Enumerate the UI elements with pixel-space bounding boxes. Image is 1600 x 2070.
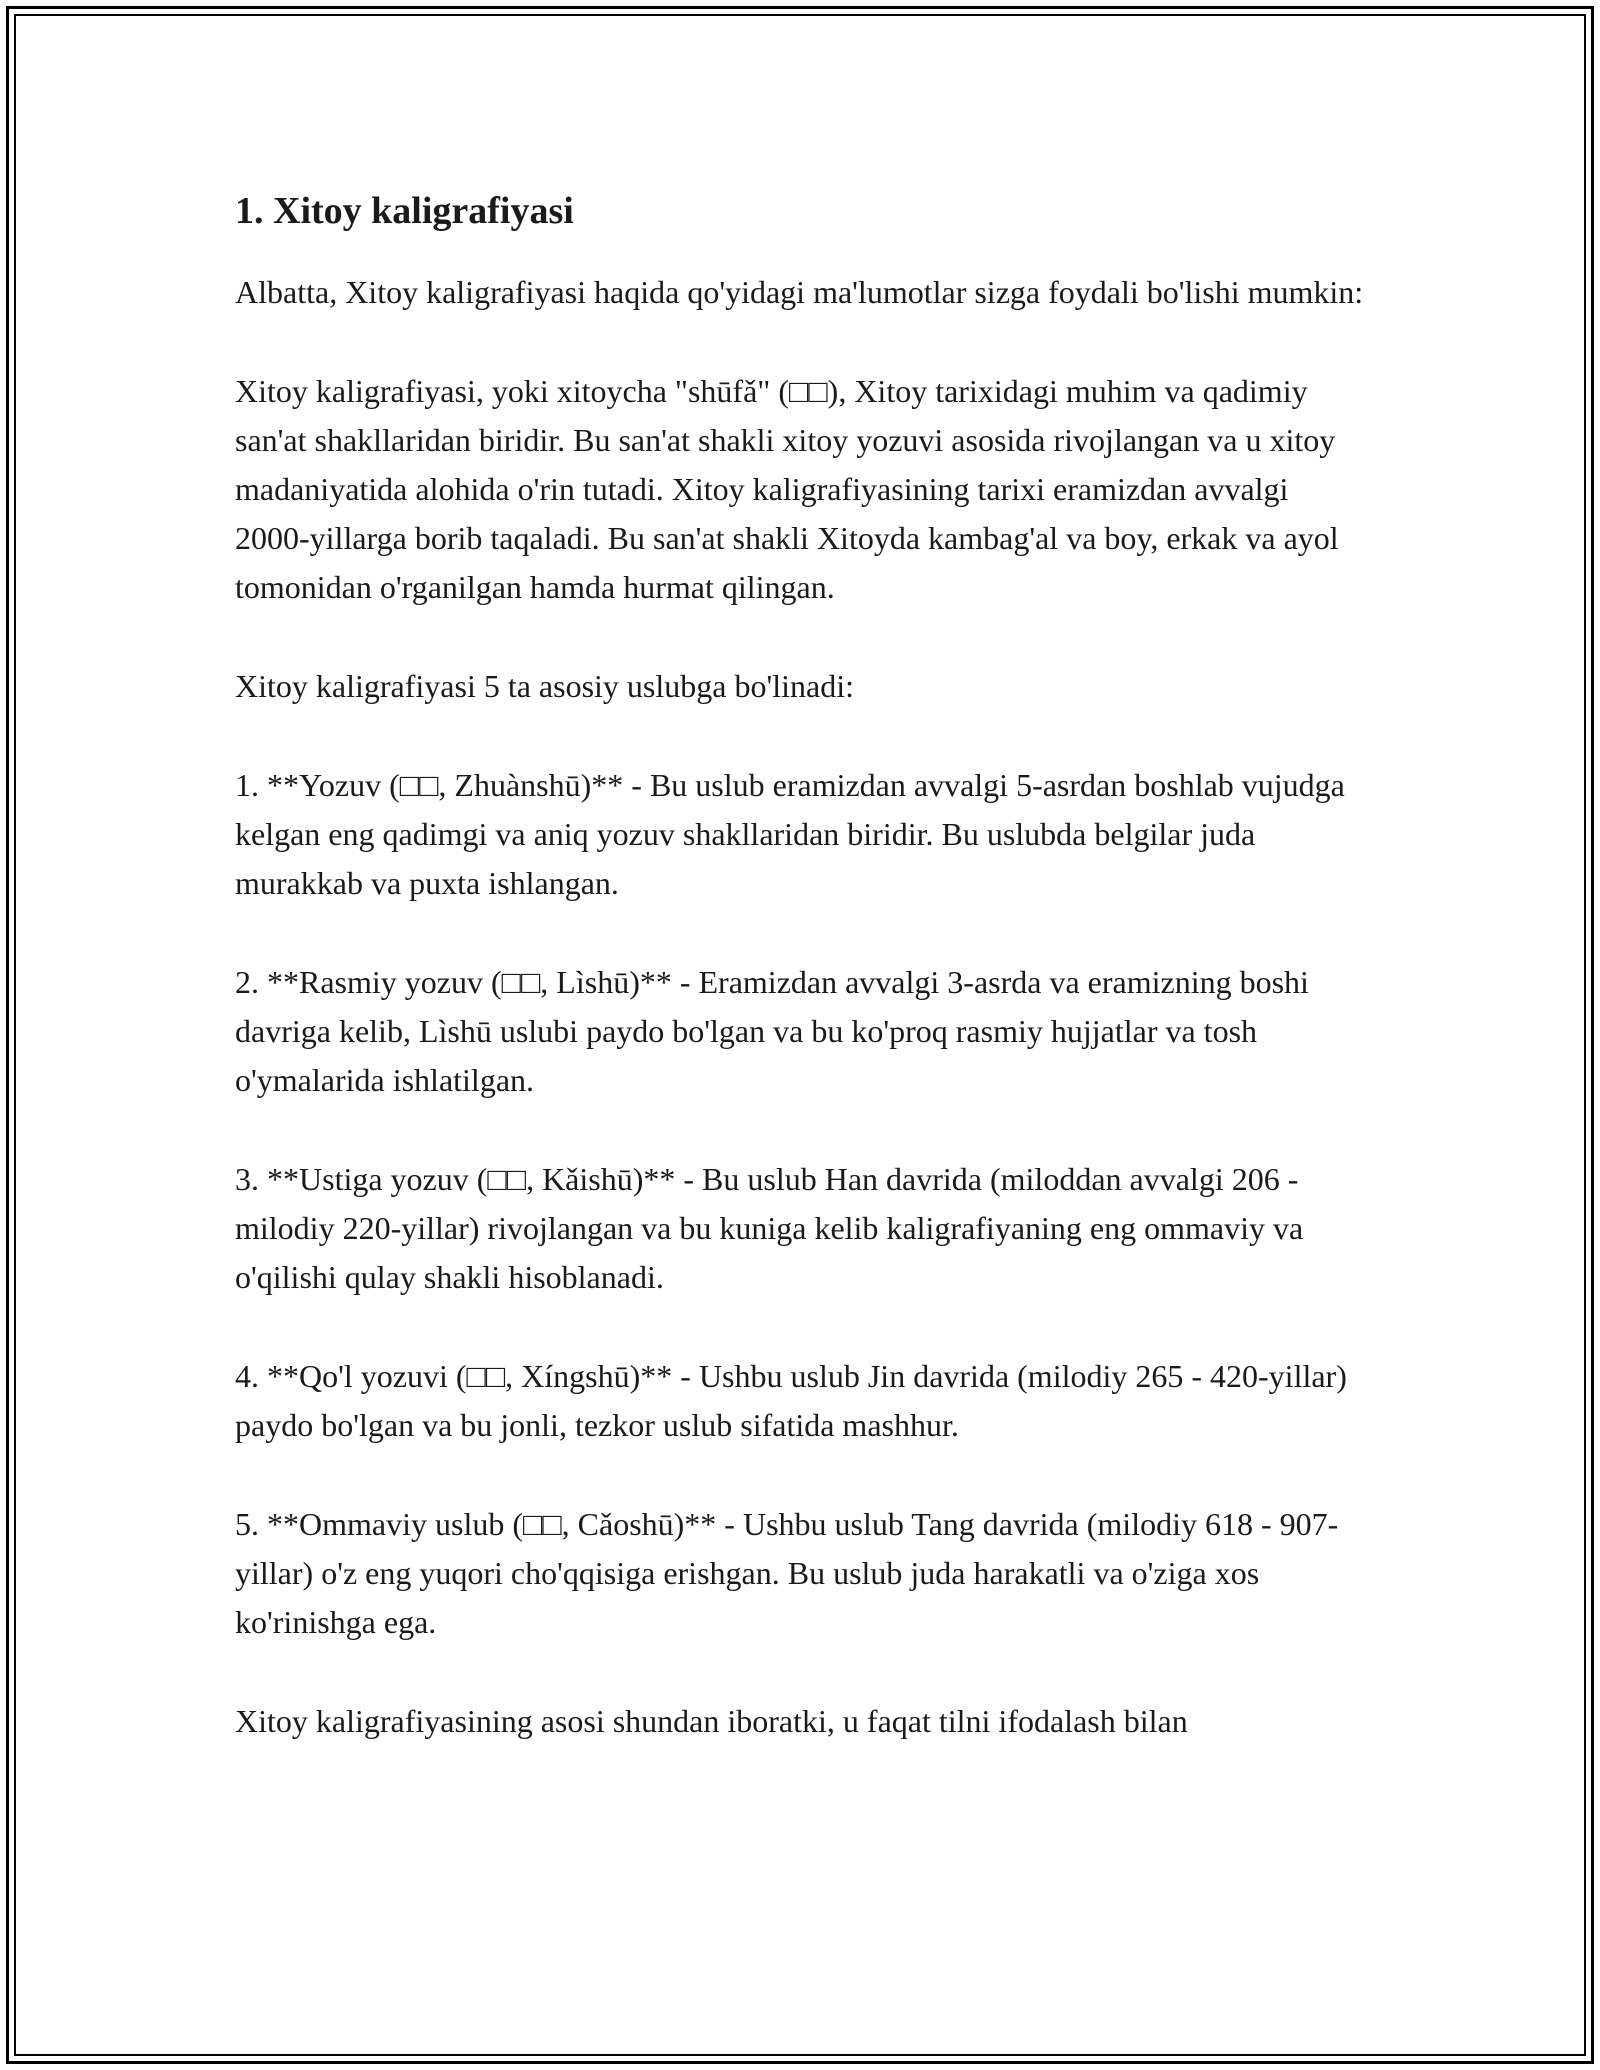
document-body: [235, 185, 1365, 1796]
style-item-5: 5. **Ommaviy uslub (□□, Cǎoshū)** - Ushbu uslub Tang davrida (milodiy 618 - 907-yillar) o'z eng yuqori cho'qqisiga erishgan. Bu uslub juda harakatli va o'ziga xos ko'rinishga ega.: [235, 1506, 1339, 1640]
style-item-1: 1. **Yozuv (□□, Zhuànshū)** - Bu uslub eramizdan avvalgi 5-asrdan boshlab vujudga kelgan eng qadimgi va aniq yozuv shakllaridan biridir. Bu uslubda belgilar juda murakkab va puxta ishlangan.: [235, 767, 1345, 901]
overview-paragraph: Xitoy kaligrafiyasi, yoki xitoycha "shūfǎ" (□□), Xitoy tarixidagi muhim va qadimiy san'at shakllaridan biridir. Bu san'at shakli xitoy yozuvi asosida rivojlangan va u xitoy madaniyatida alohida o'rin tutadi. Xitoy kaligrafiyasining tarixi eramizdan avvalgi 2000-yillarga borib taqaladi. Bu san'at shakli Xitoyda kambag'al va boy, erkak va ayol tomonidan o'rganilgan hamda hurmat qilingan.: [235, 373, 1339, 605]
intro-paragraph: Albatta, Xitoy kaligrafiyasi haqida qo'yidagi ma'lumotlar sizga foydali bo'lishi mumkin:: [235, 274, 1364, 310]
document-heading: 1. Xitoy kaligrafiyasi: [235, 190, 574, 232]
style-item-3: 3. **Ustiga yozuv (□□, Kǎishū)** - Bu uslub Han davrida (miloddan avvalgi 206 - milodiy 220-yillar) rivojlangan va bu kuniga kelib kaligrafiyaning eng ommaviy va o'qilishi qulay shakli hisoblanadi.: [235, 1161, 1304, 1295]
closing-paragraph: Xitoy kaligrafiyasining asosi shundan iboratki, u faqat tilni ifodalash bilan: [235, 1703, 1188, 1739]
style-item-4: 4. **Qo'l yozuvi (□□, Xíngshū)** - Ushbu uslub Jin davrida (milodiy 265 - 420-yillar) paydo bo'lgan va bu jonli, tezkor uslub sifatida mashhur.: [235, 1358, 1347, 1443]
styles-intro-paragraph: Xitoy kaligrafiyasi 5 ta asosiy uslubga bo'linadi:: [235, 668, 854, 704]
style-item-2: 2. **Rasmiy yozuv (□□, Lìshū)** - Eramizdan avvalgi 3-asrda va eramizning boshi davriga kelib, Lìshū uslubi paydo bo'lgan va bu ko'proq rasmiy hujjatlar va tosh o'ymalarida ishlatilgan.: [235, 964, 1309, 1098]
